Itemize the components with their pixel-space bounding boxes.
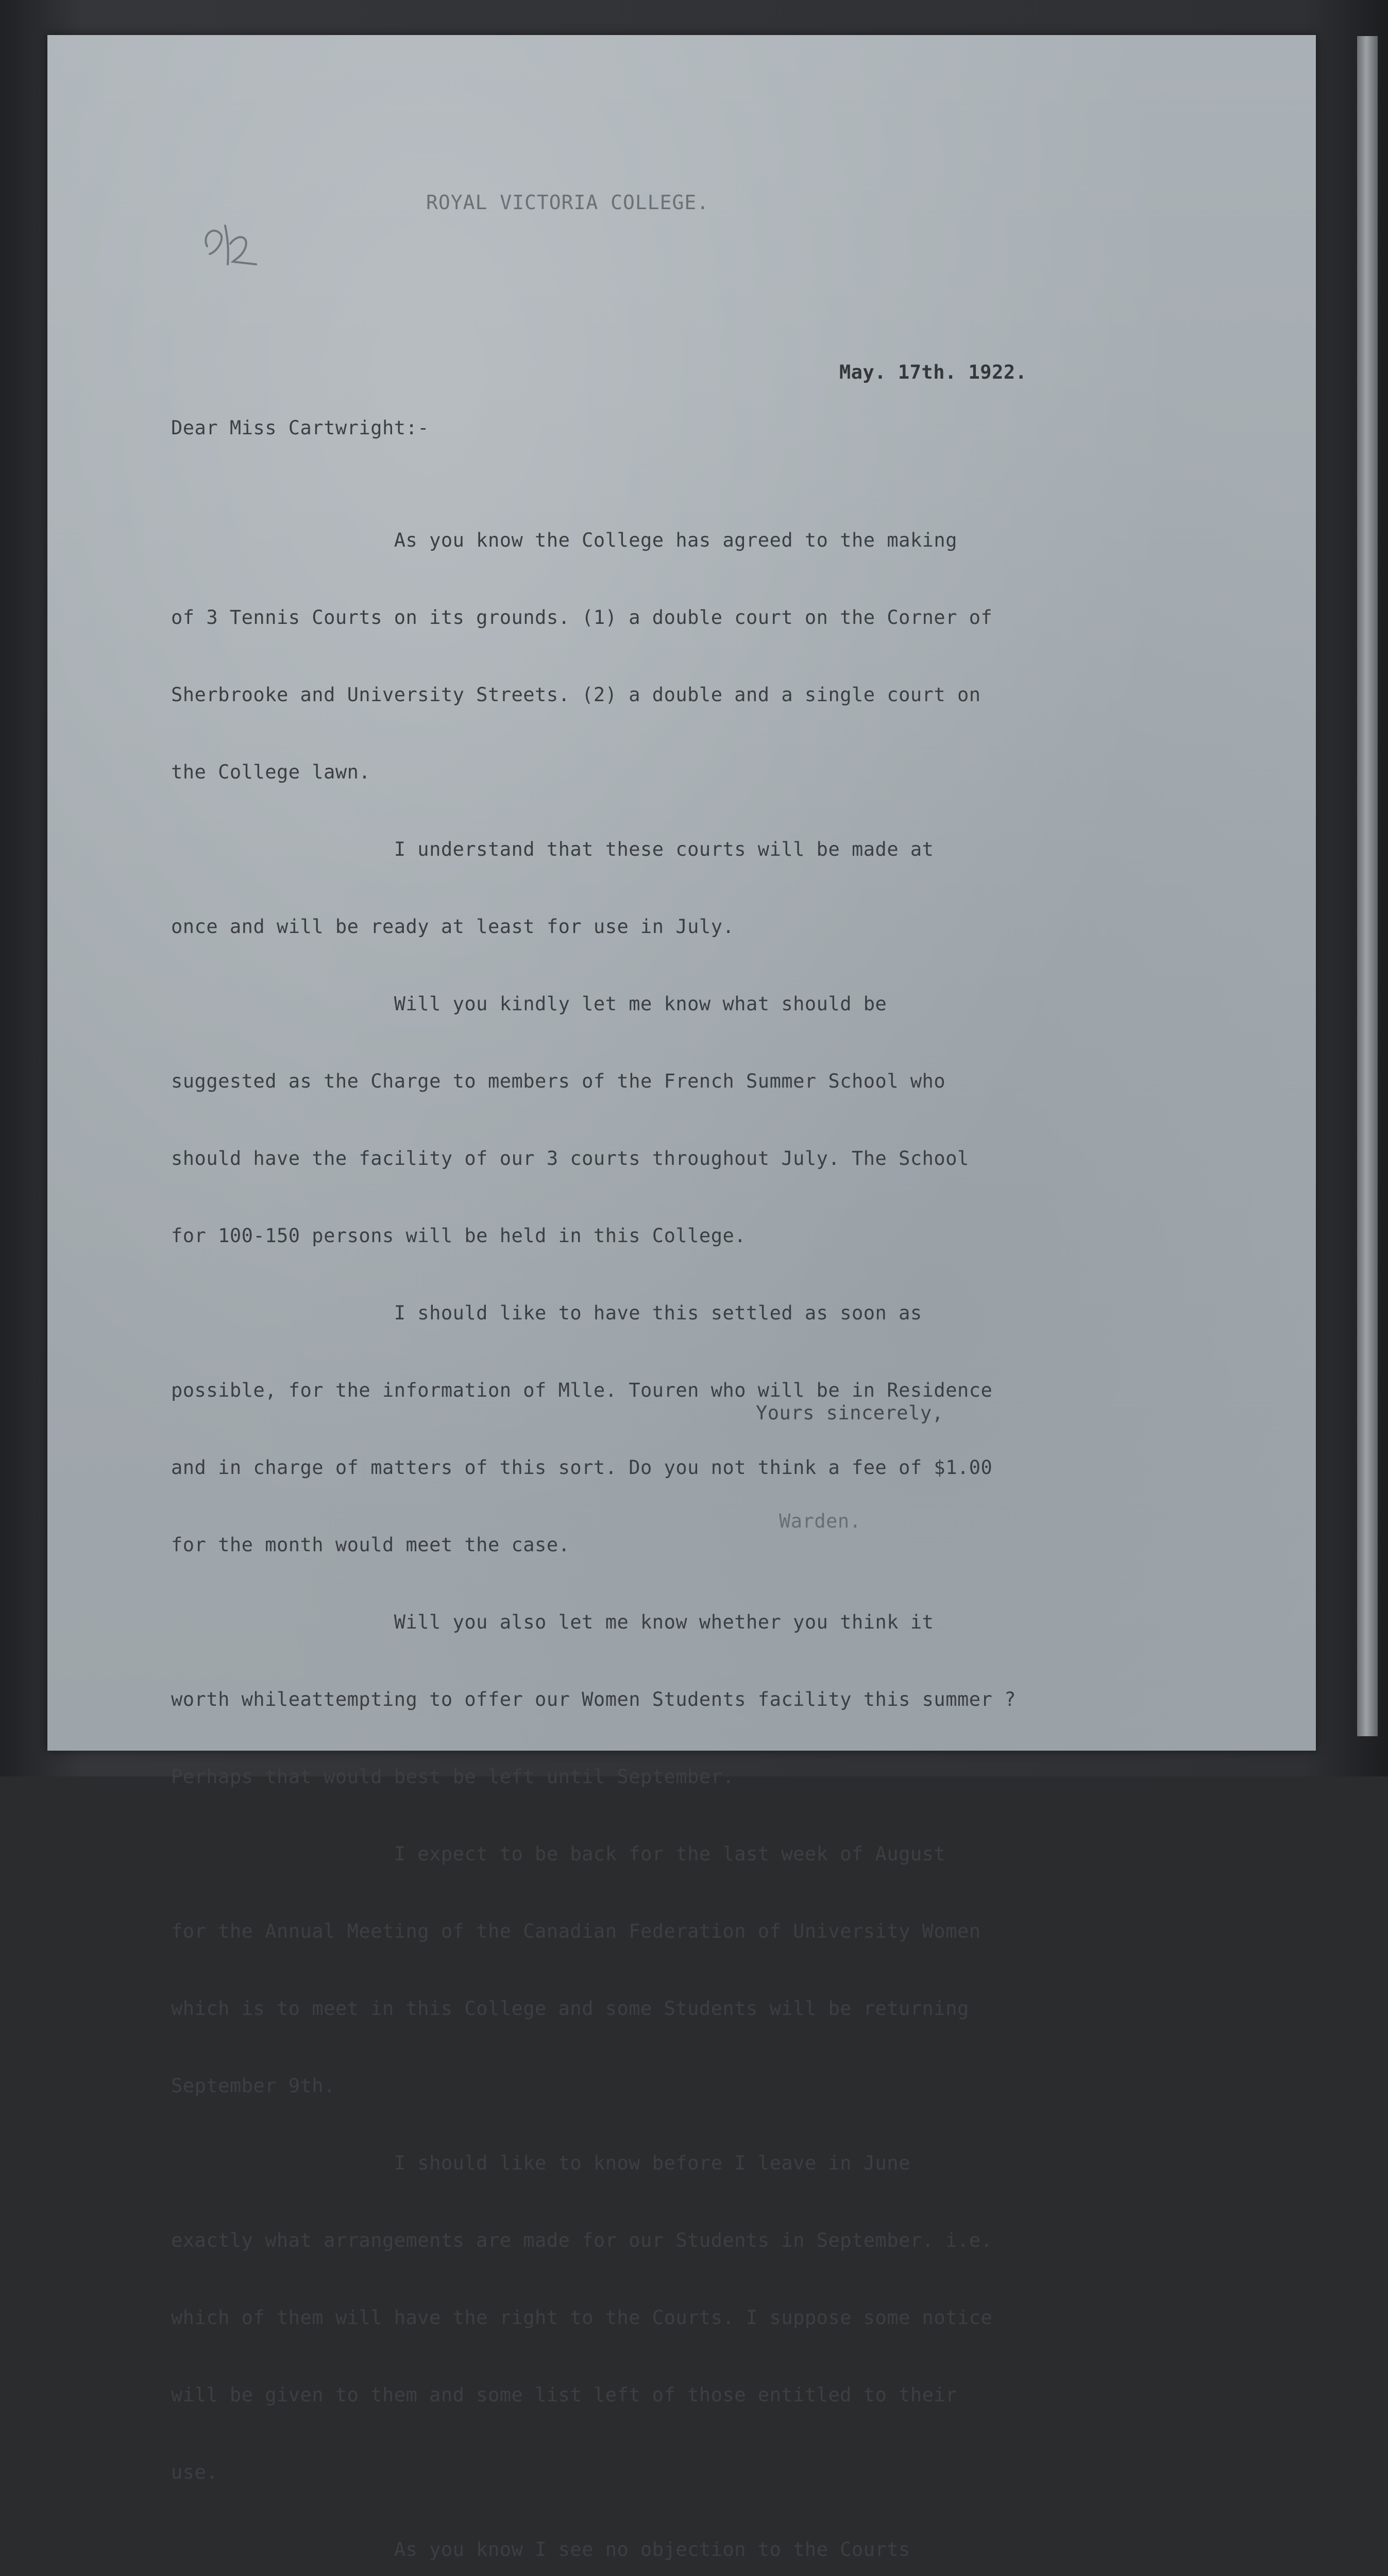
body-line: possible, for the information of Mlle. Touren who will be in Residence xyxy=(171,1379,993,1401)
body-line: As you know I see no objection to the Courts xyxy=(171,2538,910,2561)
body-line: Perhaps that would best be left until September. xyxy=(171,1766,735,1788)
body-line: and in charge of matters of this sort. Do you not think a fee of $1.00 xyxy=(171,1456,993,1479)
body-line: As you know the College has agreed to the making xyxy=(171,529,957,551)
body-line: I should like to know before I leave in June xyxy=(171,2152,910,2174)
body-line: September 9th. xyxy=(171,2075,335,2097)
body-line: for the Annual Meeting of the Canadian Federation of University Women xyxy=(171,1920,981,1942)
body-line: worth whileattempting to offer our Women Students facility this summer ? xyxy=(171,1688,1016,1710)
body-line: for 100-150 persons will be held in this College. xyxy=(171,1225,747,1247)
body-line: for the month would meet the case. xyxy=(171,1534,570,1556)
letterhead: ROYAL VICTORIA COLLEGE. xyxy=(426,191,709,214)
closing: Yours sincerely, xyxy=(756,1402,944,1424)
body-line: I expect to be back for the last week of August xyxy=(171,1843,946,1865)
adjacent-page-edge xyxy=(1357,36,1378,1736)
body-line: the College lawn. xyxy=(171,761,371,783)
body-line: of 3 Tennis Courts on its grounds. (1) a double court on the Corner of xyxy=(171,606,993,629)
body-line: Will you also let me know whether you think it xyxy=(171,1611,934,1633)
pencil-annotation-icon xyxy=(197,215,269,282)
body-line: I should like to have this settled as soon as xyxy=(171,1302,922,1324)
body-line: which is to meet in this College and some Students will be returning xyxy=(171,1997,969,2020)
body-line: use. xyxy=(171,2461,218,2483)
body-line: will be given to them and some list left of those entitled to their xyxy=(171,2384,957,2406)
letter-sheet xyxy=(47,35,1316,2561)
body-line: suggested as the Charge to members of the French Summer School who xyxy=(171,1070,946,1092)
letter-date: May. 17th. 1922. xyxy=(839,361,1027,383)
body-line: I understand that these courts will be made at xyxy=(171,838,934,860)
letter-body xyxy=(171,476,1016,2576)
body-line: which of them will have the right to the Courts. I suppose some notice xyxy=(171,2307,993,2329)
body-line: should have the facility of our 3 courts throughout July. The School xyxy=(171,1147,969,1170)
body-line: Will you kindly let me know what should be xyxy=(171,993,887,1015)
signature: Warden. xyxy=(779,1510,861,1532)
body-line: exactly what arrangements are made for our Students in September. i.e. xyxy=(171,2229,993,2251)
body-line: Sherbrooke and University Streets. (2) a double and a single court on xyxy=(171,684,981,706)
salutation: Dear Miss Cartwright:- xyxy=(171,417,430,439)
body-line: once and will be ready at least for use in July. xyxy=(171,916,735,938)
